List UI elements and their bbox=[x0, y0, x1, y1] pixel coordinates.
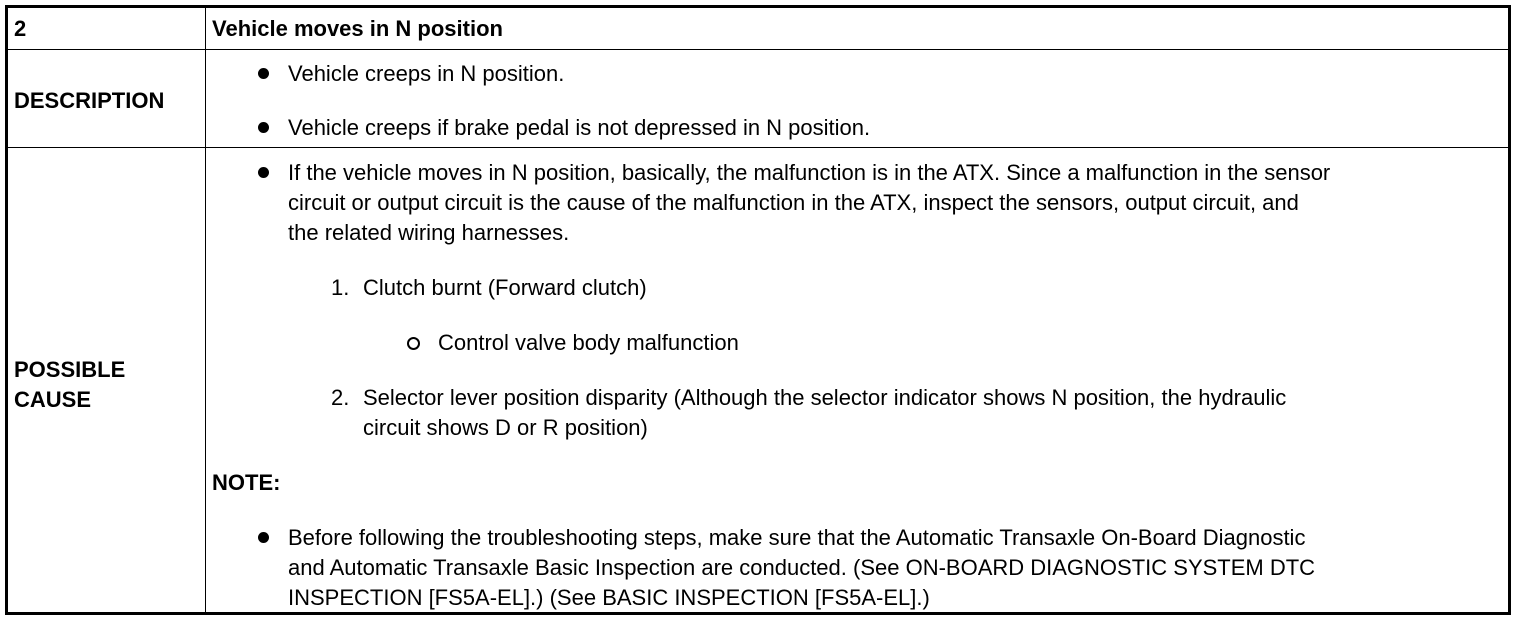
numbered-marker: 1. bbox=[331, 275, 350, 300]
numbered-item-line: Selector lever position disparity (Although the selector indicator shows N position, the hydraulic bbox=[363, 385, 1287, 410]
possible-cause-row bbox=[8, 148, 1508, 612]
description-label-cell bbox=[8, 50, 206, 147]
note-label: NOTE: bbox=[212, 470, 281, 495]
description-item: Vehicle creeps if brake pedal is not depressed in N position. bbox=[288, 115, 871, 140]
possible-cause-label-line1: POSSIBLE bbox=[14, 357, 126, 382]
troubleshooting-table bbox=[5, 5, 1511, 615]
possible-cause-label-cell bbox=[8, 148, 206, 612]
cause-intro-line: If the vehicle moves in N position, basically, the malfunction is in the ATX. Since a malfunction in the sensor bbox=[288, 160, 1331, 185]
numbered-marker: 2. bbox=[331, 385, 350, 410]
bullet-icon bbox=[258, 68, 269, 79]
description-row bbox=[8, 50, 1508, 148]
description-body-cell bbox=[206, 50, 1508, 147]
header-row bbox=[8, 8, 1508, 50]
possible-cause-body-cell bbox=[206, 148, 1508, 612]
bullet-icon bbox=[258, 122, 269, 133]
header-number-cell bbox=[8, 8, 206, 49]
numbered-item-line: Clutch burnt (Forward clutch) bbox=[363, 275, 647, 300]
bullet-icon bbox=[258, 167, 269, 178]
bullet-icon bbox=[258, 532, 269, 543]
description-item: Vehicle creeps in N position. bbox=[288, 61, 565, 86]
header-number: 2 bbox=[14, 16, 27, 41]
cause-intro-line: the related wiring harnesses. bbox=[288, 220, 570, 245]
possible-cause-label-line2: CAUSE bbox=[14, 387, 92, 412]
note-line: Before following the troubleshooting steps, make sure that the Automatic Transaxle On-Board Diagnostic bbox=[288, 525, 1306, 550]
header-title-cell bbox=[206, 8, 1508, 49]
header-title: Vehicle moves in N position bbox=[212, 16, 503, 41]
note-line: and Automatic Transaxle Basic Inspection are conducted. (See ON-BOARD DIAGNOSTIC SYSTEM DTC bbox=[288, 555, 1316, 580]
sub-item: Control valve body malfunction bbox=[438, 330, 739, 355]
description-label: DESCRIPTION bbox=[14, 88, 165, 113]
numbered-item-line: circuit shows D or R position) bbox=[363, 415, 648, 440]
cause-intro-line: circuit or output circuit is the cause of the malfunction in the ATX, inspect the sensors, output circuit, and bbox=[288, 190, 1299, 215]
note-line: INSPECTION [FS5A-EL].) (See BASIC INSPECTION [FS5A-EL].) bbox=[288, 585, 930, 610]
sub-bullet-icon bbox=[407, 337, 420, 350]
